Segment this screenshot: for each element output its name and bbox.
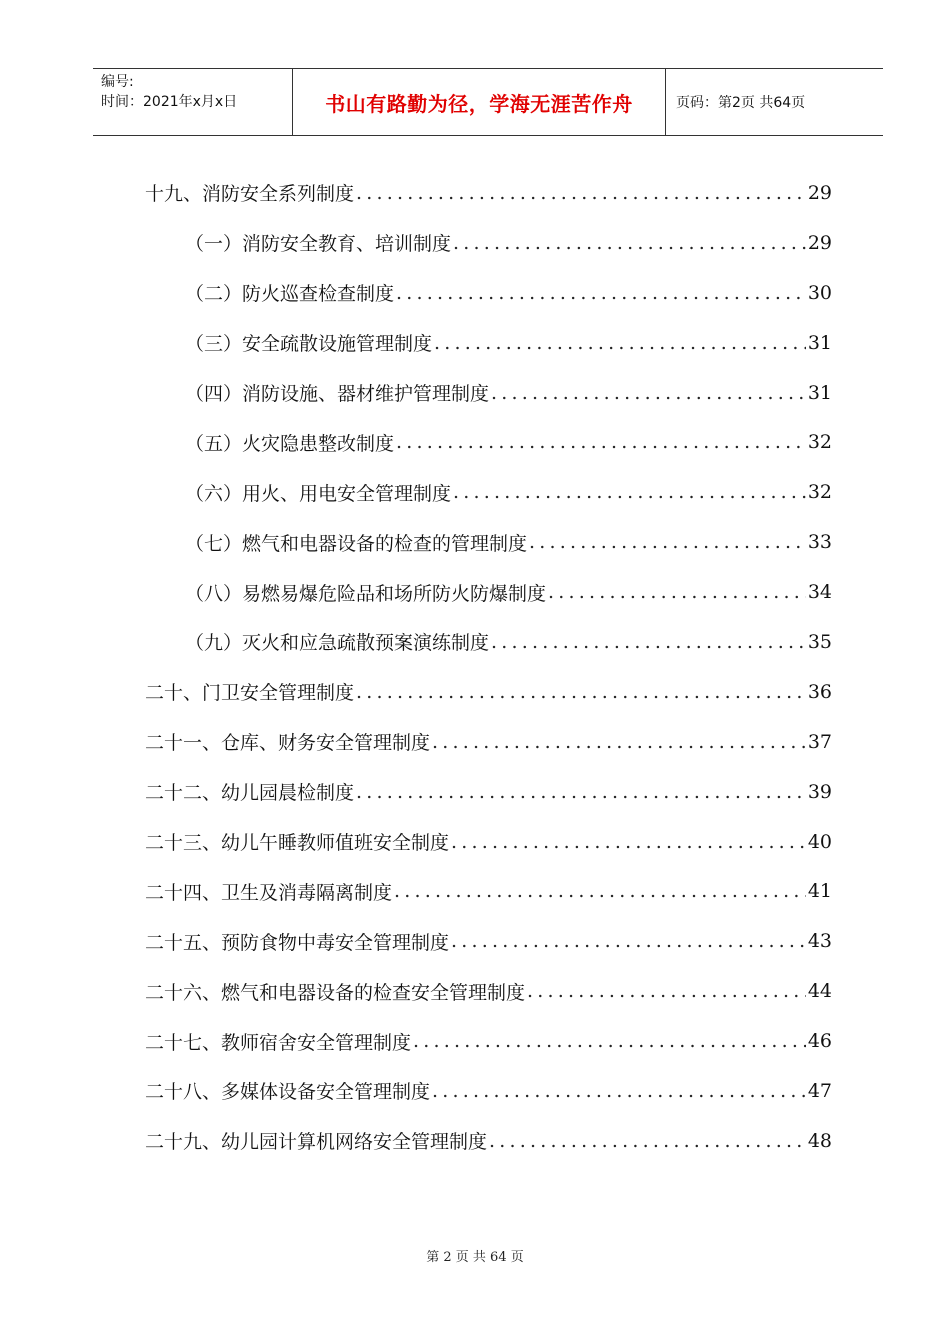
toc-page-number: 43	[807, 930, 832, 953]
toc-page-number: 47	[807, 1079, 832, 1102]
toc-page-number: 44	[807, 980, 832, 1003]
toc-entry-title: 二十四、卫生及消毒隔离制度	[145, 881, 393, 904]
toc-entry-title: 十九、消防安全系列制度	[145, 183, 355, 206]
toc-leader-dots	[356, 182, 806, 204]
toc-subentry[interactable]	[145, 467, 832, 517]
toc-leader-dots	[529, 531, 806, 553]
toc-page-number: 32	[807, 481, 832, 504]
toc-leader-dots	[491, 382, 806, 404]
toc-page-number: 29	[807, 231, 832, 254]
toc-entry[interactable]	[145, 916, 832, 966]
toc-page-number: 34	[807, 581, 832, 604]
toc-entry-title: 二十二、幼儿园晨检制度	[145, 782, 355, 805]
toc-page-number: 37	[807, 730, 832, 753]
page-header	[93, 68, 883, 136]
page-footer: 第 2 页 共 64 页	[426, 1250, 524, 1265]
toc-entry[interactable]	[145, 717, 832, 767]
toc-subentry[interactable]	[145, 368, 832, 418]
toc-leader-dots	[453, 481, 806, 503]
toc-entry[interactable]	[145, 1066, 832, 1116]
toc-entry-title: （六）用火、用电安全管理制度	[185, 482, 452, 505]
toc-leader-dots	[451, 930, 806, 952]
toc-leader-dots	[396, 431, 806, 453]
toc-entry-title: 二十六、燃气和电器设备的检查安全管理制度	[145, 981, 526, 1004]
toc-entry-title: 二十三、幼儿午睡教师值班安全制度	[145, 832, 450, 855]
toc-entry-title: （二）防火巡查检查制度	[185, 283, 395, 306]
table-of-contents	[145, 168, 832, 1166]
toc-leader-dots	[451, 831, 806, 853]
toc-leader-dots	[489, 1130, 806, 1152]
toc-subentry[interactable]	[145, 417, 832, 467]
toc-entry[interactable]	[145, 667, 832, 717]
toc-leader-dots	[434, 332, 806, 354]
toc-page-number: 41	[807, 880, 832, 903]
toc-leader-dots	[491, 631, 806, 653]
toc-entry-title: （五）火灾隐患整改制度	[185, 432, 395, 455]
toc-entry[interactable]	[145, 866, 832, 916]
toc-entry-title: （七）燃气和电器设备的检查的管理制度	[185, 532, 528, 555]
toc-entry-title: 二十一、仓库、财务安全管理制度	[145, 732, 431, 755]
toc-page-number: 40	[807, 830, 832, 853]
toc-page-number: 30	[807, 281, 832, 304]
toc-entry[interactable]	[145, 1016, 832, 1066]
toc-entry[interactable]	[145, 168, 832, 218]
toc-leader-dots	[394, 880, 806, 902]
toc-leader-dots	[527, 980, 806, 1002]
toc-subentry[interactable]	[145, 567, 832, 617]
document-code-label: 编号:	[101, 74, 134, 90]
toc-leader-dots	[453, 232, 806, 254]
toc-entry-title: （九）灭火和应急疏散预案演练制度	[185, 632, 490, 655]
toc-page-number: 29	[807, 181, 832, 204]
toc-leader-dots	[356, 681, 806, 703]
toc-leader-dots	[396, 282, 806, 304]
toc-subentry[interactable]	[145, 268, 832, 318]
toc-subentry[interactable]	[145, 318, 832, 368]
toc-subentry[interactable]	[145, 617, 832, 667]
toc-entry-title: （三）安全疏散设施管理制度	[185, 333, 433, 356]
toc-page-number: 31	[807, 331, 832, 354]
header-info-cell	[93, 69, 293, 135]
toc-entry-title: （四）消防设施、器材维护管理制度	[185, 383, 490, 405]
toc-page-number: 39	[807, 780, 832, 803]
toc-leader-dots	[356, 781, 806, 803]
toc-subentry[interactable]	[145, 517, 832, 567]
toc-subentry[interactable]	[145, 218, 832, 268]
toc-entry-title: 二十、门卫安全管理制度	[145, 682, 355, 705]
toc-page-number: 36	[807, 680, 832, 703]
toc-entry-title: 二十八、多媒体设备安全管理制度	[145, 1081, 431, 1104]
toc-entry-title: 二十七、教师宿舍安全管理制度	[145, 1031, 412, 1054]
toc-leader-dots	[432, 731, 806, 753]
toc-entry-title: 二十五、预防食物中毒安全管理制度	[145, 931, 450, 954]
toc-entry[interactable]	[145, 1116, 832, 1166]
toc-entry[interactable]	[145, 767, 832, 817]
document-date: 时间：2021年x月x日	[101, 94, 238, 110]
toc-entry-title: 二十九、幼儿园计算机网络安全管理制度	[145, 1131, 488, 1154]
toc-page-number: 35	[807, 630, 832, 653]
toc-entry[interactable]	[145, 817, 832, 867]
toc-entry-title: （一）消防安全教育、培训制度	[185, 233, 452, 256]
toc-leader-dots	[413, 1030, 806, 1052]
toc-page-number: 48	[807, 1129, 832, 1152]
toc-entry-title: （八）易燃易爆危险品和场所防火防爆制度	[185, 582, 547, 605]
toc-leader-dots	[548, 581, 806, 603]
header-page-info: 页码：第2页 共64页	[676, 95, 806, 111]
toc-entry[interactable]	[145, 966, 832, 1016]
toc-page-number: 32	[807, 431, 832, 454]
toc-page-number: 33	[807, 531, 832, 554]
header-motto: 书山有路勤为径，学海无涯苦作舟	[293, 69, 666, 135]
toc-page-number: 46	[807, 1030, 832, 1053]
toc-page-number: 31	[807, 381, 832, 404]
toc-leader-dots	[432, 1080, 806, 1102]
